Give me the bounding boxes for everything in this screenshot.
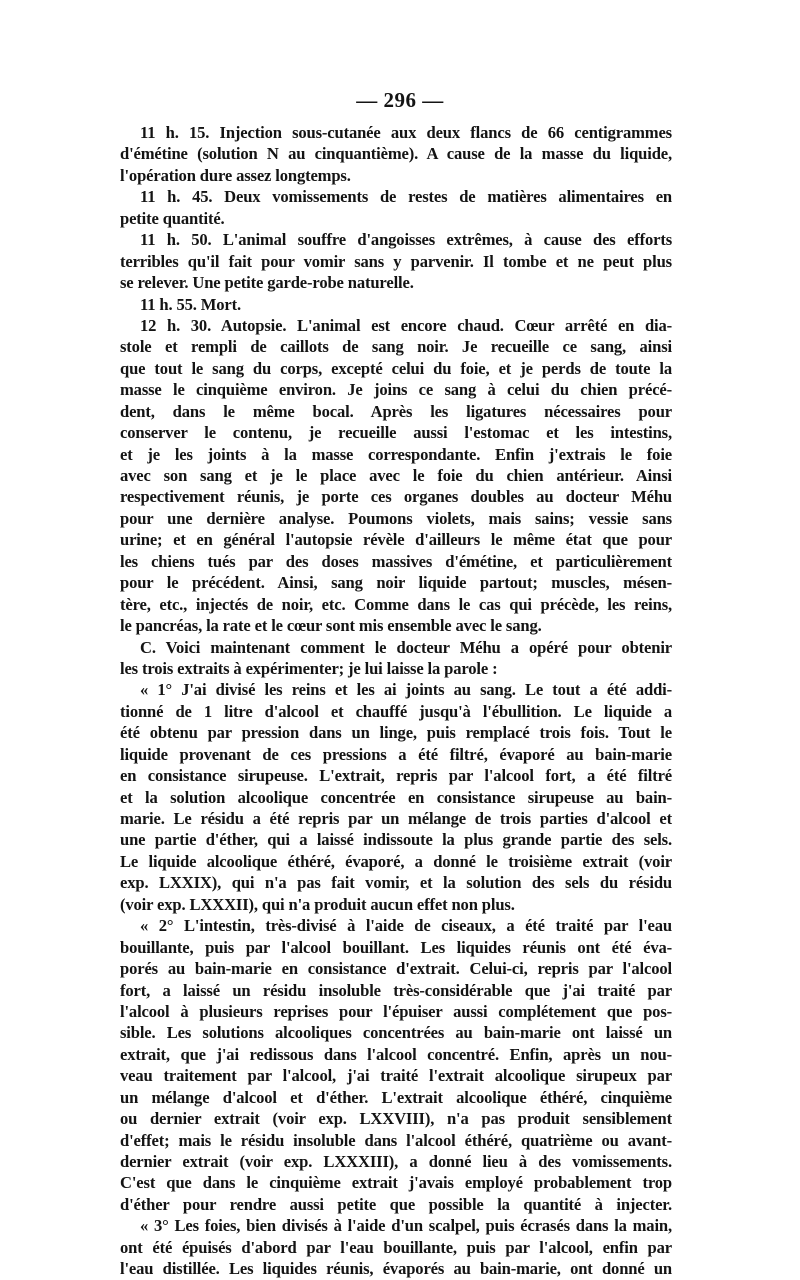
text-line: et je les joints à la masse correspondante. Enfin j'extrais le foie — [120, 444, 672, 464]
text-line: été obtenu par pression dans un linge, puis remplacé trois fois. Tout le — [120, 723, 672, 743]
text-line: urine; et en général l'autopsie révèle d'ailleurs le même état que pour — [120, 530, 672, 550]
text-line: masse le cinquième environ. Je joins ce sang à celui du chien précé- — [120, 380, 672, 400]
text-line: C'est que dans le cinquième extrait j'avais employé probablement trop — [120, 1173, 672, 1193]
text-line: ou dernier extrait (voir exp. LXXVIII), n'a pas produit sensiblement — [120, 1109, 672, 1129]
text-line: (voir exp. LXXXII), qui n'a produit aucun effet non plus. — [120, 894, 515, 914]
text-line: d'éther pour rendre aussi petite que possible la quantité à injecter. — [120, 1194, 672, 1214]
text-line: fort, a laissé un résidu insoluble très-considérable que j'ai traité par — [120, 980, 672, 1000]
text-line: un mélange d'alcool et d'éther. L'extrait alcoolique éthéré, cinquième — [120, 1087, 672, 1107]
text-line: l'eau distillée. Les liquides réunis, évaporés au bain-marie, ont donné un — [120, 1259, 672, 1279]
text-line: 11 h. 50. L'animal souffre d'angoisses extrêmes, à cause des efforts — [140, 230, 672, 250]
text-line: que tout le sang du corps, excepté celui du foie, et je perds de toute la — [120, 358, 672, 378]
text-line: 12 h. 30. Autopsie. L'animal est encore chaud. Cœur arrêté en dia- — [140, 315, 672, 335]
text-line: pour une dernière analyse. Poumons violets, mais sains; vessie sans — [120, 508, 672, 528]
text-line: et la solution alcoolique concentrée en consistance sirupeuse au bain- — [120, 787, 672, 807]
text-line: porés au bain-marie en consistance d'extrait. Celui-ci, repris par l'alcool — [120, 959, 672, 979]
page-number: — 296 — — [356, 88, 444, 112]
text-line: « 2° L'intestin, très-divisé à l'aide de ciseaux, a été traité par l'eau — [140, 916, 672, 936]
text-line: veau traitement par l'alcool, j'ai traité l'extrait alcoolique sirupeux par — [120, 1066, 672, 1086]
text-line: 11 h. 55. Mort. — [140, 294, 241, 314]
text-line: dent, dans le même bocal. Après les ligatures nécessaires pour — [120, 401, 672, 421]
text-line: terribles qu'il fait pour vomir sans y parvenir. Il tombe et ne peut plus — [120, 251, 672, 271]
text-line: 11 h. 45. Deux vomissements de restes de matières alimentaires en — [140, 187, 672, 207]
text-line: ont été épuisés d'abord par l'eau bouillante, puis par l'alcool, enfin par — [120, 1237, 672, 1257]
text-line: extrait, que j'ai redissous dans l'alcool concentré. Enfin, après un nou- — [120, 1044, 672, 1064]
text-line: stole et rempli de caillots de sang noir. Je recueille ce sang, ainsi — [120, 337, 672, 357]
text-line: marie. Le résidu a été repris par un mélange de trois parties d'alcool et — [120, 809, 672, 828]
text-line: bouillante, puis par l'alcool bouillant. Les liquides réunis ont été éva- — [120, 937, 672, 957]
text-line: en consistance sirupeuse. L'extrait, repris par l'alcool fort, a été filtré — [120, 766, 672, 786]
text-line: avec son sang et je le place avec le foie du chien antérieur. Ainsi — [120, 466, 672, 485]
text-line: l'alcool à plusieurs reprises pour l'épuiser aussi complétement que pos- — [120, 1001, 672, 1021]
text-line: le pancréas, la rate et le cœur sont mis ensemble avec le sang. — [120, 616, 542, 636]
text-line: Le liquide alcoolique éthéré, évaporé, a donné le troisième extrait (voir — [120, 851, 672, 871]
body-text — [120, 122, 672, 1280]
text-line: exp. LXXIX), qui n'a pas fait vomir, et la solution des sels du résidu — [120, 873, 672, 893]
text-line: « 1° J'ai divisé les reins et les ai joints au sang. Le tout a été addi- — [140, 680, 672, 700]
text-line: conserver le contenu, je recueille aussi l'estomac et les intestins, — [120, 423, 672, 443]
text-line: d'émétine (solution N au cinquantième). A cause de la masse du liquide, — [120, 144, 672, 164]
text-line: dernier extrait (voir exp. LXXXIII), a donné lieu à des vomissements. — [120, 1152, 672, 1171]
text-line: se relever. Une petite garde-robe naturelle. — [120, 273, 414, 293]
text-line: « 3° Les foies, bien divisés à l'aide d'un scalpel, puis écrasés dans la main, — [140, 1216, 672, 1236]
text-line: l'opération dure assez longtemps. — [120, 165, 351, 185]
text-line: C. Voici maintenant comment le docteur Méhu a opéré pour obtenir — [140, 637, 672, 657]
text-line: d'effet; mais le résidu insoluble dans l'alcool éthéré, quatrième ou avant- — [120, 1130, 672, 1150]
text-line: tionné de 1 litre d'alcool et chauffé jusqu'à l'ébullition. Le liquide a — [120, 701, 672, 721]
text-line: sible. Les solutions alcooliques concentrées au bain-marie ont laissé un — [120, 1023, 672, 1043]
text-line: 11 h. 15. Injection sous-cutanée aux deux flancs de 66 centigrammes — [140, 123, 672, 142]
text-line: les chiens tués par des doses massives d'émétine, et particulièrement — [120, 551, 672, 571]
text-line: petite quantité. — [120, 208, 225, 228]
text-line: tère, etc., injectés de noir, etc. Comme dans le cas qui précède, les reins, — [120, 594, 672, 614]
text-line: les trois extraits à expérimenter; je lui laisse la parole : — [120, 658, 498, 678]
text-line: pour le précédent. Ainsi, sang noir liquide partout; muscles, mésen- — [120, 573, 672, 593]
text-line: respectivement réunis, je porte ces organes doubles au docteur Méhu — [120, 487, 672, 507]
text-line: une partie d'éther, qui a laissé indissoute la plus grande partie des sels. — [120, 830, 672, 850]
text-line: liquide provenant de ces pressions a été filtré, évaporé au bain-marie — [120, 744, 672, 764]
